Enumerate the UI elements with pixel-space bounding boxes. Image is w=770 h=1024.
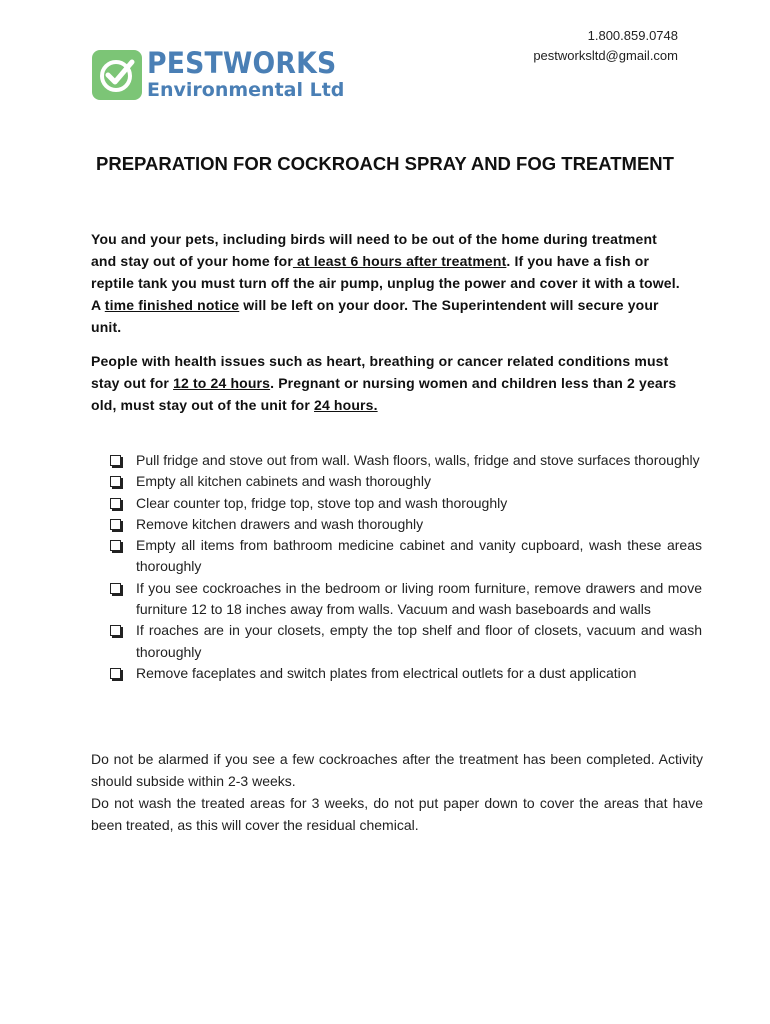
- checkmark-icon: [92, 50, 142, 100]
- intro-underlined: 24 hours.: [314, 397, 378, 413]
- checkbox-icon: [110, 519, 121, 530]
- checklist-item-text: Remove faceplates and switch plates from electrical outlets for a dust application: [136, 664, 637, 681]
- note-paragraph: Do not wash the treated areas for 3 weeks, do not put paper down to cover the areas that have been treated, as this will cover the residual chemical.: [91, 795, 703, 833]
- checkbox-icon: [110, 540, 121, 551]
- checklist-item-text: Remove kitchen drawers and wash thoroughly: [136, 515, 424, 532]
- checklist-item: [108, 471, 702, 492]
- checklist-item-text: Clear counter top, fridge top, stove top and wash thoroughly: [136, 494, 508, 511]
- preparation-checklist: [108, 450, 702, 684]
- checklist-item-text: Empty all items from bathroom medicine cabinet and vanity cupboard, wash these areas thoroughly: [136, 537, 702, 575]
- checklist-item: [108, 493, 702, 514]
- intro-text: People with health issues such as heart, breathing or cancer related conditions must stay out for: [91, 353, 669, 391]
- checkbox-icon: [110, 583, 121, 594]
- intro-text: You and your pets, including birds will need to be out of the home during treatment and stay out of your home for: [91, 231, 657, 269]
- intro-underlined: 12 to 24 hours: [173, 375, 271, 391]
- checklist-item-text: If you see cockroaches in the bedroom or living room furniture, remove drawers and move furniture 12 to 18 inches away from walls. Vacuum and wash baseboards and walls: [136, 579, 702, 618]
- contact-info: [533, 26, 678, 66]
- checklist-item-text: Empty all kitchen cabinets and wash thoroughly: [136, 473, 431, 490]
- checkbox-icon: [110, 625, 121, 636]
- intro-underlined: time finished notice: [104, 297, 240, 313]
- checkbox-icon: [110, 455, 121, 466]
- checklist-item: [108, 535, 702, 578]
- intro-paragraph-pets: [91, 228, 681, 338]
- company-logo: [92, 46, 345, 104]
- intro-underlined: at least 6 hours after treatment: [292, 253, 507, 269]
- logo-subtitle: Environmental Ltd: [147, 79, 345, 101]
- checklist-item: [108, 450, 702, 471]
- page-title: PREPARATION FOR COCKROACH SPRAY AND FOG TREATMENT: [96, 153, 674, 174]
- checkbox-icon: [110, 668, 121, 679]
- intro-text: . Pregnant or nursing women and children less than 2 years old, must stay out of the unit for: [91, 375, 677, 413]
- email-address: pestworksltd@gmail.com: [533, 48, 678, 63]
- note-paragraph: Do not be alarmed if you see a few cockroaches after the treatment has been completed. Activity should subside within 2-3 weeks.: [91, 751, 703, 789]
- checkbox-icon: [110, 476, 121, 487]
- intro-text: . If you have a fish or reptile tank you must turn off the air pump, unplug the power and cover it with a towel. A: [91, 253, 680, 313]
- intro-text: will be left on your door. The Superintendent will secure your unit.: [91, 297, 659, 335]
- checklist-item: [108, 663, 702, 684]
- checklist-item: [108, 578, 702, 621]
- checklist-item-text: If roaches are in your closets, empty the top shelf and floor of closets, vacuum and wash thoroughly: [136, 622, 702, 660]
- logo-name: PESTWORKS: [147, 46, 337, 80]
- checklist-item: [108, 620, 702, 663]
- checklist-item: [108, 514, 702, 535]
- intro-paragraph-health: [91, 350, 681, 416]
- checkbox-icon: [110, 498, 121, 509]
- phone-number: 1.800.859.0748: [587, 28, 678, 43]
- checklist-item-text: Pull fridge and stove out from wall. Wash floors, walls, fridge and stove surfaces thoroughly: [136, 452, 700, 468]
- closing-notes: [91, 748, 703, 836]
